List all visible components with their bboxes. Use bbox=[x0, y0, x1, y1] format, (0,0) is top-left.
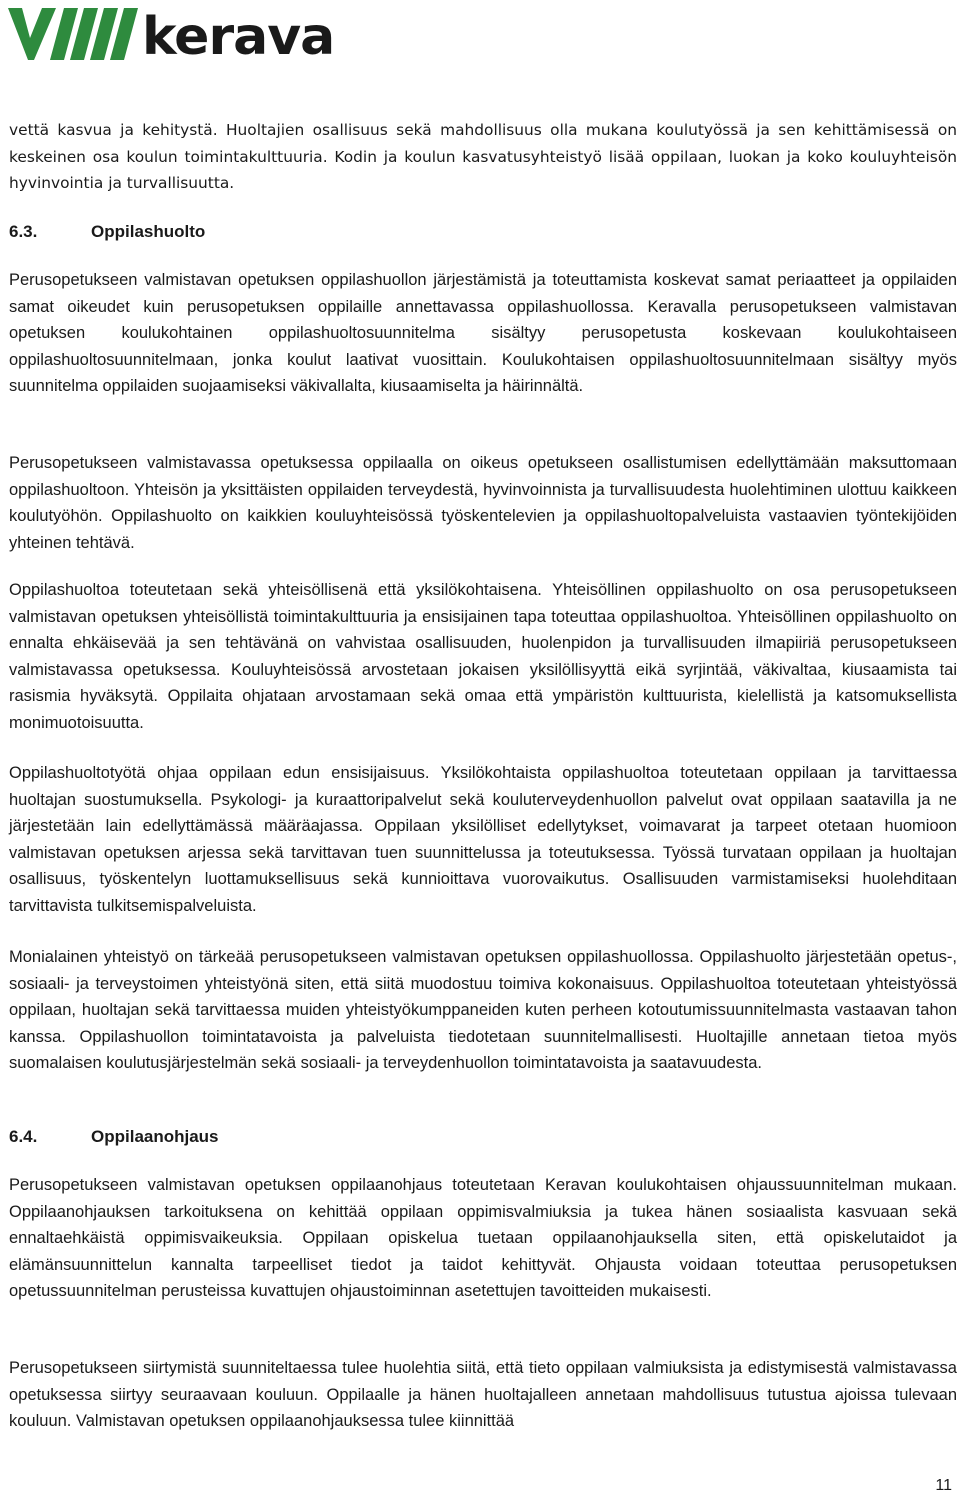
paragraph: Perusopetukseen siirtymistä suunniteltaessa tulee huolehtia siitä, että tieto oppilaan valmiuksista ja edistymisestä valmistavassa opetuksessa siirtyy seuraavaan kouluun. Oppilaalle ja hänen huoltajalleen annetaan mahdollisuus tutustua ajoissa tulevaan kouluun. Valmistavan opetuksen oppilaanohjauksessa tulee kiinnittää bbox=[9, 1359, 957, 1431]
section-heading-oppilaanohjaus bbox=[9, 1127, 219, 1147]
section-number: 6.4. bbox=[9, 1127, 38, 1146]
paragraph: Monialainen yhteistyö on tärkeää perusopetukseen valmistavan opetuksen oppilashuollossa. Oppilashuolto järjestetään opetus-, sosiaali- ja terveystoimen yhteistyönä siten, että siitä muodostuu toimiva kokonaisuus. Oppilashuoltoa toteutetaan yhteistyössä oppilaan, huoltajan sekä tarvittaessa muiden yhteistyökumppaneiden kuten perheen kotoutumissuunnitelmasta vastaavan tahon kanssa. Oppilashuollon toimintatavoista ja palveluista tiedotetaan suunnitelmallisesti. Huoltajille annetaan tietoa myös suomalaisen koulutusjärjestelmän sekä sosiaali- ja terveydenhuollon toimintatavoista ja saatavuudesta. bbox=[9, 948, 957, 1073]
section-heading-oppilashuolto bbox=[9, 222, 205, 242]
paragraph: Oppilashuoltoa toteutetaan sekä yhteisöllisenä että yksilökohtaisena. Yhteisöllinen oppilashuolto on osa perusopetukseen valmistavan opetuksen yhteisöllistä toimintakulttuuria ja ensisijainen tapa toteuttaa oppilashuoltoa. Yhteisöllinen oppilashuolto on ennalta ehkäisevää ja sen tehtävänä on vahvistaa osallisuuden, huolenpidon ja turvallisuuden ilmapiiriä perusopetukseen valmistavassa opetuksessa. Kouluyhteisössä arvostetaan jokaisen yksilöllisyyttä eikä syrjintää, väkivaltaa, kiusaamista tai rasismia hyväksytä. Oppilaita ohjataan arvostamaan sekä omaa että ympäristön kulttuurista, kielellistä ja katsomuksellista monimuotoisuutta. bbox=[9, 581, 957, 732]
intro-paragraph: vettä kasvua ja kehitystä. Huoltajien osallisuus sekä mahdollisuus olla mukana koulutyössä ja sen kehittämisessä on keskeinen osa koulun toimintakulttuuria. Kodin ja koulun kasvatusyhteistyö lisää oppilaan, luokan ja koko kouluyhteisön hyvinvointia ja turvallisuutta. bbox=[9, 121, 957, 193]
section-number: 6.3. bbox=[9, 222, 38, 241]
paragraph: Perusopetukseen valmistavan opetuksen oppilashuollon järjestämistä ja toteuttamista koskevat samat periaatteet ja oppilaiden samat oikeudet kuin perusopetuksen oppilaille annettavassa oppilashuollossa. Keravalla perusopetukseen valmistavan opetuksen koulukohtainen oppilashuoltosuunnitelma sisältyy perusopetusta koskevaan koulukohtaiseen oppilashuoltosuunnitelmaan, jonka koulut laativat vuosittain. Koulukohtaisen oppilashuoltosuunnitelmaan sisältyy myös suunnitelma oppilaiden suojaamiseksi väkivallalta, kiusaamiselta ja häirinnältä. bbox=[9, 271, 957, 396]
logo-wordmark: kerava bbox=[142, 7, 335, 64]
section-title: Oppilaanohjaus bbox=[91, 1127, 219, 1146]
paragraph: Perusopetukseen valmistavan opetuksen oppilaanohjaus toteutetaan Keravan koulukohtaisen ohjaussuunnitelman mukaan. Oppilaanohjauksen tarkoituksena on kehittää oppilaan oppimisvalmiuksia ja tukea hänen sosiaalista kasvuaan sekä ennaltaehkäistä oppimisvaikeuksia. Oppilaan opiskelua tuetaan oppilaanohjauksella siten, että opiskelutaidot ja elämänsuunnittelun kannalta tarpeelliset tiedot ja taidot kehittyvät. Ohjausta voidaan toteuttaa perusopetuksen opetussuunnitelman perusteissa kuvattujen ohjaustoiminnan asetettujen tavoitteiden mukaisesti. bbox=[9, 1176, 957, 1301]
section-title: Oppilashuolto bbox=[91, 222, 206, 241]
kerava-logo-mark bbox=[6, 4, 398, 64]
paragraph: Oppilashuoltotyötä ohjaa oppilaan edun ensisijaisuus. Yksilökohtaista oppilashuoltoa toteutetaan oppilaan ja tarvittaessa huoltajan suostumuksella. Psykologi- ja kuraattoripalvelut sekä kouluterveydenhuollon palvelut ovat oppilaan saatavilla ja ne järjestetään lain edellyttämässä määräajassa. Oppilaan yksilölliset edellytykset, voimavarat ja tarpeet otetaan huomioon valmistavan opetuksen arjessa sekä tarvittavan tuen suunnittelussa ja toteutuksessa. Työssä turvataan oppilaan ja huoltajan osallisuus, työskentelyn luottamuksellisuus sekä kunnioittava vuorovaikutus. Osallisuuden varmistamiseksi huolehditaan tarvittavista tulkitsemispalveluista. bbox=[9, 764, 957, 915]
page-number: 11 bbox=[935, 1477, 952, 1494]
kerava-logo bbox=[6, 4, 398, 64]
paragraph: Perusopetukseen valmistavassa opetuksessa oppilaalla on oikeus opetukseen osallistumisen edellyttämään maksuttomaan oppilashuoltoon. Yhteisön ja yksittäisten oppilaiden terveydestä, hyvinvoinnista ja turvallisuudesta huolehtiminen ulottuu kaikkeen koulutyöhön. Oppilashuolto on kaikkien kouluyhteisössä työskentelevien ja oppilashuoltopalveluista vastaavien työntekijöiden yhteinen tehtävä. bbox=[9, 454, 957, 552]
